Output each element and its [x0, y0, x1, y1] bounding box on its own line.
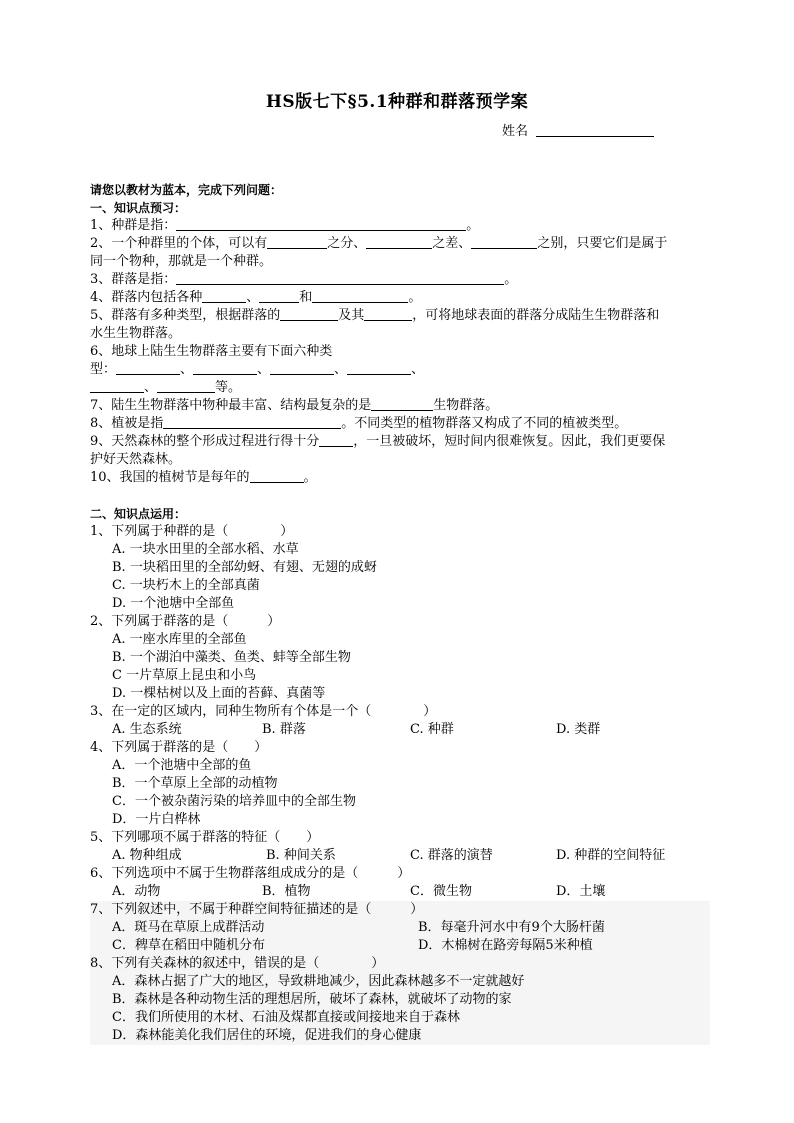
s2-q4-option-c[interactable]: C．一个被杂菌污染的培养皿中的全部生物 [112, 794, 356, 809]
worksheet-body [90, 181, 710, 1045]
shaded-block [90, 901, 710, 1045]
s2-q3-stem: 3、在一定的区域内，同种生物所有个体是一个（ ） [90, 704, 437, 719]
blank[interactable] [364, 307, 412, 321]
s2-q4-stem: 4、下列属于群落的是（ ） [90, 740, 268, 755]
s2-q6-option-d[interactable]: D．土壤 [556, 884, 606, 899]
s2-q4-option-a[interactable]: A．一个池塘中全部的鱼 [112, 758, 252, 773]
s1-q8: 8、植被是指 。不同类型的植物群落又构成了不同的植被类型。 [90, 416, 628, 431]
s2-q3-option-d[interactable]: D. 类群 [556, 722, 601, 737]
s2-q5-option-a[interactable]: A. 物种组成 [112, 848, 182, 863]
s2-q3-option-c[interactable]: C. 种群 [410, 722, 454, 737]
s1-q10: 10、我国的植树节是每年的 。 [90, 470, 317, 485]
s2-q7-options-ab [90, 919, 710, 937]
s2-q8-option-d[interactable]: D．森林能美化我们居住的环境，促进我们的身心健康 [112, 1028, 422, 1043]
s2-q8-stem: 8、下列有关森林的叙述中，错误的是（ ） [90, 956, 385, 971]
s1-q5: 5、群落有多种类型，根据群落的 及其 ，可将地球表面的群落分成陆生生物群落和 [90, 308, 660, 323]
s2-q1-option-d[interactable]: D. 一个池塘中全部鱼 [112, 596, 235, 611]
s1-q7: 7、陆生生物群落中物种最丰富、结构最复杂的是 生物群落。 [90, 398, 499, 413]
blank[interactable] [250, 469, 304, 483]
name-field [502, 120, 654, 139]
blank[interactable] [270, 361, 334, 375]
s1-q6-cont2: 、 等。 [90, 379, 710, 397]
blank[interactable] [312, 289, 408, 303]
s1-q2-cont: 同一个物种，那就是一个种群。 [90, 254, 273, 269]
intro-text: 请您以教材为蓝本，完成下列问题： [90, 183, 283, 197]
blank[interactable] [163, 415, 341, 429]
s2-q6-option-a[interactable]: A．动物 [112, 884, 161, 899]
s2-q5-stem: 5、下列哪项不属于群落的特征（ ） [90, 830, 320, 845]
s2-q7-option-c[interactable]: C．稗草在稻田中随机分布 [112, 938, 265, 953]
s2-q5-option-c[interactable]: C. 群落的演替 [410, 848, 493, 863]
s1-q1: 1、种群是指： 。 [90, 218, 480, 233]
s2-q3-options [90, 721, 710, 739]
s2-q7-options-cd [90, 937, 710, 955]
blank[interactable] [202, 289, 246, 303]
blank[interactable] [267, 235, 327, 249]
blank[interactable] [366, 235, 432, 249]
blank[interactable] [471, 235, 537, 249]
section1-heading: 一、知识点预习： [90, 201, 187, 215]
s2-q4-option-d[interactable]: D．一片白桦林 [112, 812, 201, 827]
s1-q9: 9、天然森林的整个形成过程进行得十分 ，一旦被破坏，短时间内很难恢复。因此，我们更要保 [90, 434, 666, 449]
blank[interactable] [371, 397, 433, 411]
blank[interactable] [176, 217, 466, 231]
s2-q2-option-d[interactable]: D. 一棵枯树以及上面的苔藓、真菌等 [112, 686, 326, 701]
blank[interactable] [347, 361, 411, 375]
s1-q5-cont: 水生生物群落。 [90, 326, 182, 341]
s1-q2: 2、一个种群里的个体，可以有 之分、 之差、 之别，只要它们是属于 [90, 236, 668, 251]
blank[interactable] [157, 379, 215, 393]
s2-q3-option-b[interactable]: B. 群落 [262, 722, 306, 737]
blank[interactable] [259, 289, 299, 303]
s2-q6-options [90, 883, 710, 901]
s2-q3-option-a[interactable]: A. 生态系统 [112, 722, 182, 737]
s1-q9-cont: 护好天然森林。 [90, 452, 182, 467]
s2-q1-option-c[interactable]: C. 一块朽木上的全部真菌 [112, 578, 260, 593]
s2-q2-stem: 2、下列属于群落的是（ ） [90, 614, 281, 629]
s2-q8-option-b[interactable]: B．森林是各种动物生活的理想居所，破坏了森林，就破坏了动物的家 [112, 992, 512, 1007]
section2-heading: 二、知识点运用： [90, 507, 187, 521]
blank[interactable] [116, 361, 180, 375]
s2-q6-option-c[interactable]: C．微生物 [410, 884, 472, 899]
s1-q6: 6、地球上陆生生物群落主要有下面六种类 [90, 344, 333, 359]
s2-q6-stem: 6、下列选项中不属于生物群落组成成分的是（ ） [90, 866, 411, 881]
blank[interactable] [280, 307, 338, 321]
s1-q3: 3、群落是指： 。 [90, 272, 518, 287]
s2-q8-option-c[interactable]: C．我们所使用的木材、石油及煤都直接或间接地来自于森林 [112, 1010, 460, 1025]
s2-q1-option-b[interactable]: B. 一块稻田里的全部幼蚜、有翅、无翅的成蚜 [112, 560, 377, 575]
s1-q4: 4、群落内包括各种 、 和 。 [90, 290, 422, 305]
s2-q4-option-b[interactable]: B．一个草原上全部的动植物 [112, 776, 278, 791]
name-label: 姓名 [502, 124, 529, 139]
s2-q7-option-a[interactable]: A．斑马在草原上成群活动 [112, 920, 265, 935]
s2-q2-option-a[interactable]: A. 一座水库里的全部鱼 [112, 632, 247, 647]
blank[interactable] [176, 271, 504, 285]
s2-q2-option-b[interactable]: B. 一个湖泊中藻类、鱼类、蚌等全部生物 [112, 650, 351, 665]
s2-q7-option-b[interactable]: B．每毫升河水中有9个大肠杆菌 [418, 920, 605, 935]
s2-q5-option-b[interactable]: B. 种间关系 [266, 848, 336, 863]
name-blank[interactable] [536, 123, 654, 137]
s2-q5-option-d[interactable]: D. 种群的空间特征 [556, 848, 666, 863]
s2-q7-option-d[interactable]: D．木棉树在路旁每隔5米种植 [418, 938, 593, 953]
page-title: HS版七下§5.1种群和群落预学案 [265, 92, 529, 112]
s1-q6-cont: 型： 、 、 、 、 [90, 362, 425, 377]
blank[interactable] [193, 361, 257, 375]
s2-q6-option-b[interactable]: B．植物 [262, 884, 311, 899]
s2-q5-options [90, 847, 710, 865]
s2-q2-option-c[interactable]: C 一片草原上昆虫和小鸟 [112, 668, 257, 683]
s2-q1-option-a[interactable]: A. 一块水田里的全部水稻、水草 [112, 542, 299, 557]
blank[interactable] [90, 379, 144, 393]
s2-q8-option-a[interactable]: A．森林占据了广大的地区，导致耕地减少，因此森林越多不一定就越好 [112, 974, 525, 989]
blank[interactable] [319, 433, 353, 447]
s2-q1-stem: 1、下列属于种群的是（ ） [90, 524, 294, 539]
s2-q7-stem: 7、下列叙述中，不属于种群空间特征描述的是（ ） [90, 902, 424, 917]
